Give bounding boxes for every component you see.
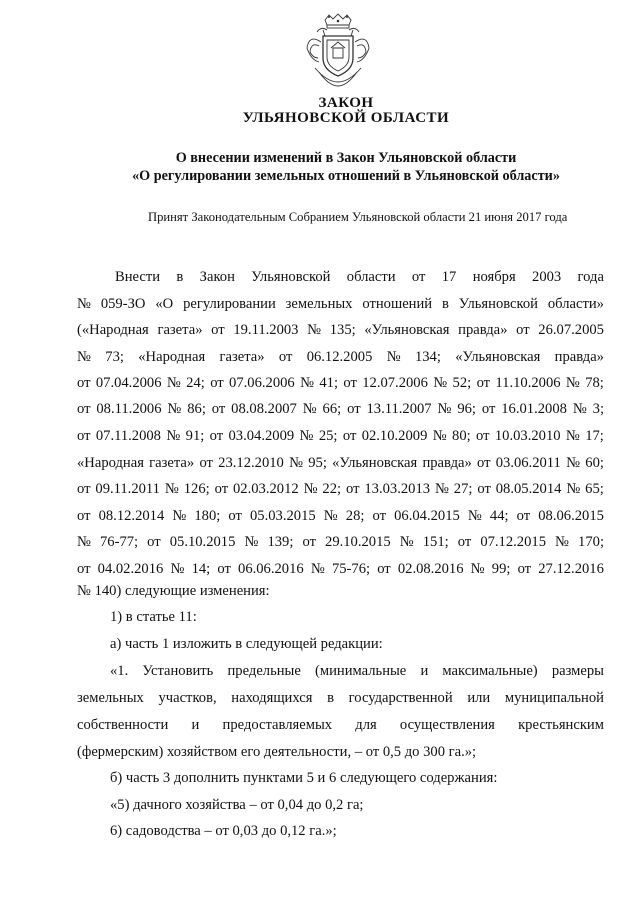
word: от xyxy=(217,561,231,577)
word: предоставляемых xyxy=(222,717,333,733)
word: № xyxy=(170,561,185,577)
word: 06.04.2015 xyxy=(394,508,460,524)
word: 3; xyxy=(592,401,604,417)
word: Внести xyxy=(115,269,161,285)
word: 170; xyxy=(578,534,604,550)
word: № xyxy=(437,401,452,417)
word: № xyxy=(303,481,318,497)
word: 08.12.2014 xyxy=(98,508,165,524)
word: правда» xyxy=(458,322,508,338)
word: 08.08.2007 xyxy=(231,401,297,417)
word: № xyxy=(172,508,187,524)
word: 02.10.2009 xyxy=(361,428,428,444)
word: 99; xyxy=(491,561,511,577)
word: от xyxy=(77,375,91,391)
word: 24; xyxy=(186,375,205,391)
word: 27; xyxy=(453,481,473,497)
word: размеры xyxy=(551,663,604,679)
text-line xyxy=(77,507,604,525)
word: от xyxy=(342,428,357,444)
text-line xyxy=(115,268,604,286)
word: 66; xyxy=(322,401,342,417)
word: 86; xyxy=(187,401,206,417)
word: Закон xyxy=(199,269,235,285)
word: 25; xyxy=(318,428,338,444)
text-line xyxy=(77,400,604,418)
word: «Народная xyxy=(77,455,144,471)
word: 14; xyxy=(191,561,211,577)
word: 07.04.2006 xyxy=(95,375,162,391)
word: в xyxy=(176,269,184,285)
word: муниципальной xyxy=(504,690,604,706)
word: предельные xyxy=(227,663,301,679)
word: от xyxy=(476,375,491,391)
word: газета» xyxy=(149,455,195,471)
word: от xyxy=(199,455,213,471)
word: 91; xyxy=(185,428,205,444)
word: 2003 xyxy=(532,269,562,285)
word: 06.06.2016 xyxy=(238,561,304,577)
text-line xyxy=(110,662,604,680)
word: от xyxy=(77,428,91,444)
law-word: ЗАКОН xyxy=(318,95,374,111)
word: от xyxy=(209,428,224,444)
word: от xyxy=(345,481,360,497)
word: от xyxy=(516,508,531,524)
text-line xyxy=(77,560,604,578)
word: 059-ЗО xyxy=(100,296,146,312)
word: № xyxy=(244,534,259,550)
region-title: УЛЬЯНОВСКОЙ ОБЛАСТИ xyxy=(242,110,450,126)
word: № xyxy=(310,561,325,577)
word: от xyxy=(77,561,91,577)
word: 80; xyxy=(452,428,471,444)
word: правда» xyxy=(554,349,604,365)
word: 10.03.2010 xyxy=(494,428,561,444)
word: 17; xyxy=(585,428,604,444)
word: 135; xyxy=(329,322,356,338)
word: № xyxy=(399,534,414,550)
word: «Ульяновская xyxy=(332,455,418,471)
word: находящихся xyxy=(231,690,313,706)
word: максимальные) xyxy=(442,663,538,679)
coat-of-arms-emblem xyxy=(303,12,373,90)
word: крестьянским xyxy=(518,717,604,733)
word: 04.02.2016 xyxy=(97,561,164,577)
word: от xyxy=(372,508,387,524)
word: от xyxy=(210,375,224,391)
word: Ульяновской xyxy=(458,296,538,312)
word: земельных xyxy=(285,296,353,312)
word: правда» xyxy=(422,455,472,471)
word: № xyxy=(434,481,449,497)
word: 09.11.2011 xyxy=(95,481,160,497)
word: 95; xyxy=(308,455,327,471)
word: от xyxy=(77,508,91,524)
word: от xyxy=(477,481,491,497)
word: «Ульяновская xyxy=(364,322,450,338)
text-line xyxy=(77,321,604,339)
word: от xyxy=(477,455,491,471)
word: № xyxy=(323,508,338,524)
word: 17 xyxy=(441,269,457,285)
word: от xyxy=(517,561,532,577)
word: от xyxy=(516,322,530,338)
word: от xyxy=(302,534,316,550)
word: 12.07.2006 xyxy=(362,375,428,391)
word: от xyxy=(214,481,229,497)
word: 08.05.2014 xyxy=(495,481,562,497)
word: 23.12.2010 xyxy=(218,455,284,471)
word: 11.10.2006 xyxy=(495,375,561,391)
word: № xyxy=(572,401,587,417)
word: 134; xyxy=(414,349,441,365)
word: 03.06.2011 xyxy=(495,455,561,471)
word: 65; xyxy=(585,481,604,497)
word: «1. xyxy=(110,663,129,679)
word: 13.03.2013 xyxy=(364,481,431,497)
word: области» xyxy=(547,296,604,312)
word: регулировании xyxy=(183,296,276,312)
word: № xyxy=(77,349,91,365)
word: земельных xyxy=(77,690,144,706)
text-line xyxy=(77,427,604,445)
word: 02.03.2012 xyxy=(232,481,299,497)
word: от xyxy=(77,481,91,497)
word: от xyxy=(211,322,225,338)
word: в xyxy=(327,690,334,706)
word: № xyxy=(77,296,91,312)
word: № xyxy=(565,428,580,444)
word: от xyxy=(147,534,161,550)
word: 96; xyxy=(457,401,476,417)
law-subject-line-2: «О регулировании земельных отношений в Ульяновской области» xyxy=(132,168,560,184)
word: участков, xyxy=(158,690,217,706)
point-6: 6) садоводства – от 0,03 до 0,12 га.»; xyxy=(110,823,337,839)
word: 151; xyxy=(422,534,449,550)
word: № xyxy=(470,561,485,577)
word: 07.11.2008 xyxy=(95,428,161,444)
word: от xyxy=(347,401,361,417)
word: 05.10.2015 xyxy=(169,534,236,550)
word: № xyxy=(386,349,401,365)
word: 44; xyxy=(489,508,509,524)
word: № xyxy=(566,481,581,497)
word: собственности xyxy=(77,717,169,733)
word: 26.07.2005 xyxy=(538,322,604,338)
word: от xyxy=(77,401,91,417)
word: № xyxy=(302,401,317,417)
text-line xyxy=(77,374,604,392)
word: от xyxy=(457,534,472,550)
word: 07.12.2015 xyxy=(480,534,546,550)
word: 03.04.2009 xyxy=(228,428,295,444)
word: 52; xyxy=(452,375,472,391)
word: 16.01.2008 xyxy=(501,401,567,417)
word: 08.06.2015 xyxy=(538,508,604,524)
word: № xyxy=(164,481,179,497)
word: 06.12.2005 xyxy=(306,349,373,365)
word: или xyxy=(467,690,491,706)
word: № xyxy=(467,508,482,524)
word: № xyxy=(566,455,581,471)
word: от xyxy=(411,269,426,285)
word: № xyxy=(77,534,91,550)
word: года xyxy=(577,269,604,285)
word: № xyxy=(307,322,322,338)
word: 22; xyxy=(322,481,342,497)
word: № xyxy=(555,534,569,550)
word: «Народная xyxy=(138,349,206,365)
word: «Ульяновская xyxy=(455,349,541,365)
word: 02.08.2016 xyxy=(397,561,464,577)
word: 05.03.2015 xyxy=(250,508,316,524)
text-line xyxy=(77,348,604,366)
text-line xyxy=(77,533,604,551)
text-line xyxy=(77,295,604,313)
word: области xyxy=(346,269,396,285)
word: 180; xyxy=(194,508,221,524)
word: отношений xyxy=(362,296,433,312)
word: 41; xyxy=(319,375,339,391)
word: 07.06.2006 xyxy=(229,375,295,391)
quote-last-line: (фермерским) хозяйством его деятельности, – от 0,5 до 300 га.»; xyxy=(77,744,477,760)
word: в xyxy=(442,296,449,312)
word: для xyxy=(355,717,377,733)
word: («Народная xyxy=(77,322,149,338)
word: и xyxy=(420,663,429,679)
word: от xyxy=(278,349,293,365)
word: 60; xyxy=(585,455,604,471)
word: № xyxy=(433,375,448,391)
word: 76-77; xyxy=(100,534,139,550)
word: № xyxy=(166,375,181,391)
word: 29.10.2015 xyxy=(325,534,391,550)
word: государственной xyxy=(348,690,453,706)
word: 08.11.2006 xyxy=(96,401,162,417)
word: ноября xyxy=(472,269,516,285)
item-a: а) часть 1 изложить в следующей редакции: xyxy=(110,636,383,652)
item-1: 1) в статье 11: xyxy=(110,609,197,625)
law-subject-line-1: О внесении изменений в Закон Ульяновской области xyxy=(175,150,517,166)
word: от xyxy=(476,428,490,444)
word: 139; xyxy=(267,534,294,550)
word: 28; xyxy=(345,508,365,524)
word: Ульяновской xyxy=(251,269,331,285)
word: 19.11.2003 xyxy=(233,322,299,338)
word: № xyxy=(167,401,182,417)
adoption-statement: Принят Законодательным Собранием Ульяновской области 21 июня 2017 года xyxy=(148,210,568,224)
word: (минимальные xyxy=(314,663,407,679)
word: 126; xyxy=(183,481,210,497)
text-line xyxy=(77,689,604,707)
word: № xyxy=(289,455,303,471)
word: и xyxy=(191,717,200,733)
word: № xyxy=(432,428,447,444)
intro-last-line: № 140) следующие изменения: xyxy=(77,583,270,599)
text-line xyxy=(77,454,604,472)
word: № xyxy=(299,428,314,444)
word: от xyxy=(481,401,496,417)
point-5: «5) дачного хозяйства – от 0,04 до 0,2 га; xyxy=(110,797,364,813)
word: 13.11.2007 xyxy=(366,401,432,417)
word: от xyxy=(211,401,226,417)
word: 78; xyxy=(585,375,604,391)
word: № xyxy=(300,375,314,391)
word: 75-76; xyxy=(331,561,371,577)
word: 27.12.2016 xyxy=(538,561,604,577)
word: № xyxy=(565,375,580,391)
word: 73; xyxy=(105,349,124,365)
word: газета» xyxy=(157,322,203,338)
item-b: б) часть 3 дополнить пунктами 5 и 6 следующего содержания: xyxy=(110,770,498,786)
word: осуществления xyxy=(399,717,495,733)
word: от xyxy=(228,508,242,524)
word: № xyxy=(166,428,181,444)
word: от xyxy=(377,561,391,577)
word: «О xyxy=(155,296,174,312)
word: Установить xyxy=(142,663,214,679)
text-line xyxy=(77,716,604,734)
word: газета» xyxy=(219,349,265,365)
text-line xyxy=(77,480,604,498)
word: от xyxy=(343,375,357,391)
